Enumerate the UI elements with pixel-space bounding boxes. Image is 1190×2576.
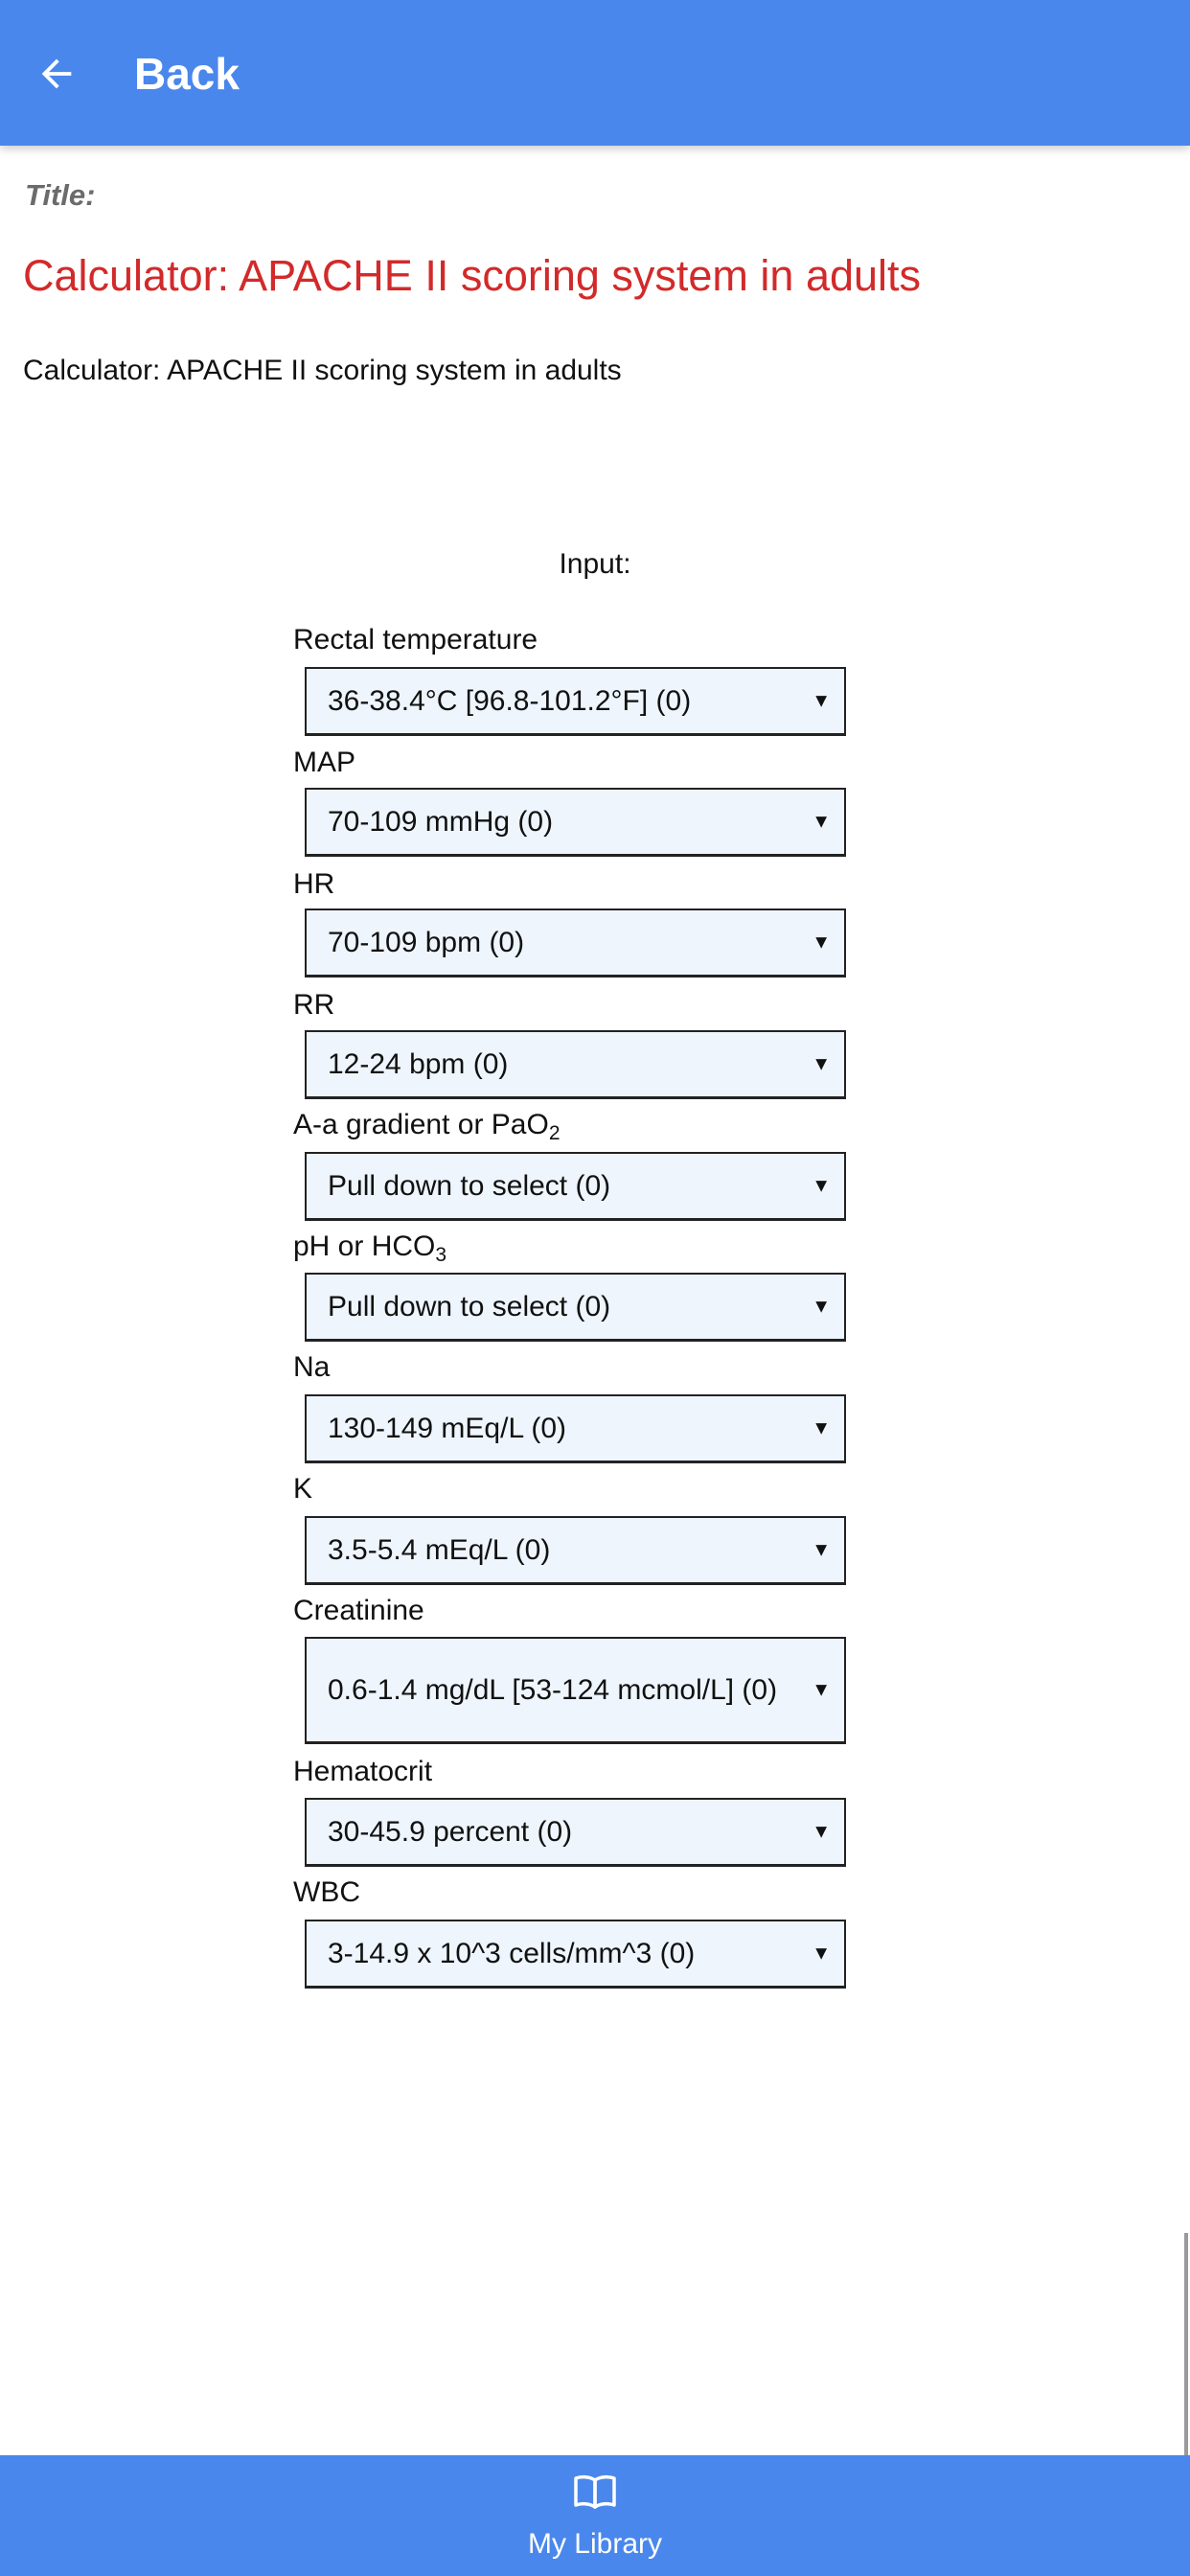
back-button[interactable] (19, 36, 255, 111)
nav-my-library[interactable] (0, 2455, 1190, 2576)
select-ph-hco3[interactable] (305, 1273, 846, 1342)
scrollbar[interactable] (1184, 2233, 1188, 2459)
select-creatinine[interactable] (305, 1637, 846, 1744)
select-hematocrit[interactable] (305, 1798, 846, 1867)
caret-down-icon: ▼ (812, 1175, 831, 1196)
field-label-k: K (293, 1473, 313, 1505)
field-label-hematocrit: Hematocrit (293, 1756, 433, 1787)
select-hr[interactable] (305, 908, 846, 978)
select-value: 70-109 bpm (0) (328, 926, 525, 958)
select-value: 3-14.9 x 10^3 cells/mm^3 (0) (328, 1937, 696, 1969)
subscript: 2 (548, 1122, 561, 1144)
select-value: 3.5-5.4 mEq/L (0) (328, 1533, 551, 1566)
select-value: 70-109 mmHg (0) (328, 805, 554, 838)
caret-down-icon: ▼ (812, 1679, 831, 1700)
field-label-creatinine: Creatinine (293, 1595, 424, 1626)
select-value: 12-24 bpm (0) (328, 1047, 509, 1080)
select-value: 30-45.9 percent (0) (328, 1815, 573, 1848)
select-wbc[interactable] (305, 1920, 846, 1989)
arrow-left-icon (34, 52, 79, 96)
select-rectal-temperature[interactable] (305, 667, 846, 736)
select-value: 130-149 mEq/L (0) (328, 1412, 567, 1444)
caret-down-icon: ▼ (812, 932, 831, 953)
select-value: Pull down to select (0) (328, 1290, 611, 1322)
caret-down-icon: ▼ (812, 1539, 831, 1560)
caret-down-icon: ▼ (812, 1417, 831, 1438)
nav-my-library-label: My Library (527, 2528, 663, 2560)
field-label-na: Na (293, 1351, 331, 1383)
select-value: 0.6-1.4 mg/dL [53-124 mcmol/L] (0) (328, 1673, 778, 1706)
app-bar (0, 0, 1190, 146)
caret-down-icon: ▼ (812, 690, 831, 711)
select-rr[interactable] (305, 1030, 846, 1099)
select-value: Pull down to select (0) (328, 1169, 611, 1202)
bottom-navigation (0, 2455, 1190, 2576)
caret-down-icon: ▼ (812, 1296, 831, 1317)
book-icon (572, 2472, 618, 2511)
select-k[interactable] (305, 1516, 846, 1585)
field-label-rr: RR (293, 989, 335, 1021)
select-aa-gradient[interactable] (305, 1152, 846, 1221)
caret-down-icon: ▼ (812, 811, 831, 832)
field-label-ph-hco3: pH or $HCO_3$ (293, 1230, 447, 1266)
caret-down-icon: ▼ (812, 1821, 831, 1842)
caret-down-icon: ▼ (812, 1943, 831, 1964)
title-caption: Title: (25, 178, 96, 212)
select-na[interactable] (305, 1394, 846, 1463)
field-label-aa-gradient: A-a gradient or PaO$_2$ (293, 1109, 561, 1144)
select-map[interactable] (305, 788, 846, 857)
field-label-rectal-temperature: Rectal temperature (293, 624, 538, 656)
caret-down-icon: ▼ (812, 1053, 831, 1074)
field-label-wbc: WBC (293, 1876, 360, 1908)
subscript: 3 (435, 1244, 447, 1266)
field-label-map: MAP (293, 747, 356, 778)
input-heading: Input: (559, 548, 631, 580)
page-title: Calculator: APACHE II scoring system in adults (23, 251, 922, 300)
field-label-hr: HR (293, 868, 335, 900)
page-subtitle: Calculator: APACHE II scoring system in adults (23, 355, 622, 386)
back-label: Back (134, 49, 240, 99)
select-value: 36-38.4°C [96.8-101.2°F] (0) (328, 684, 692, 717)
